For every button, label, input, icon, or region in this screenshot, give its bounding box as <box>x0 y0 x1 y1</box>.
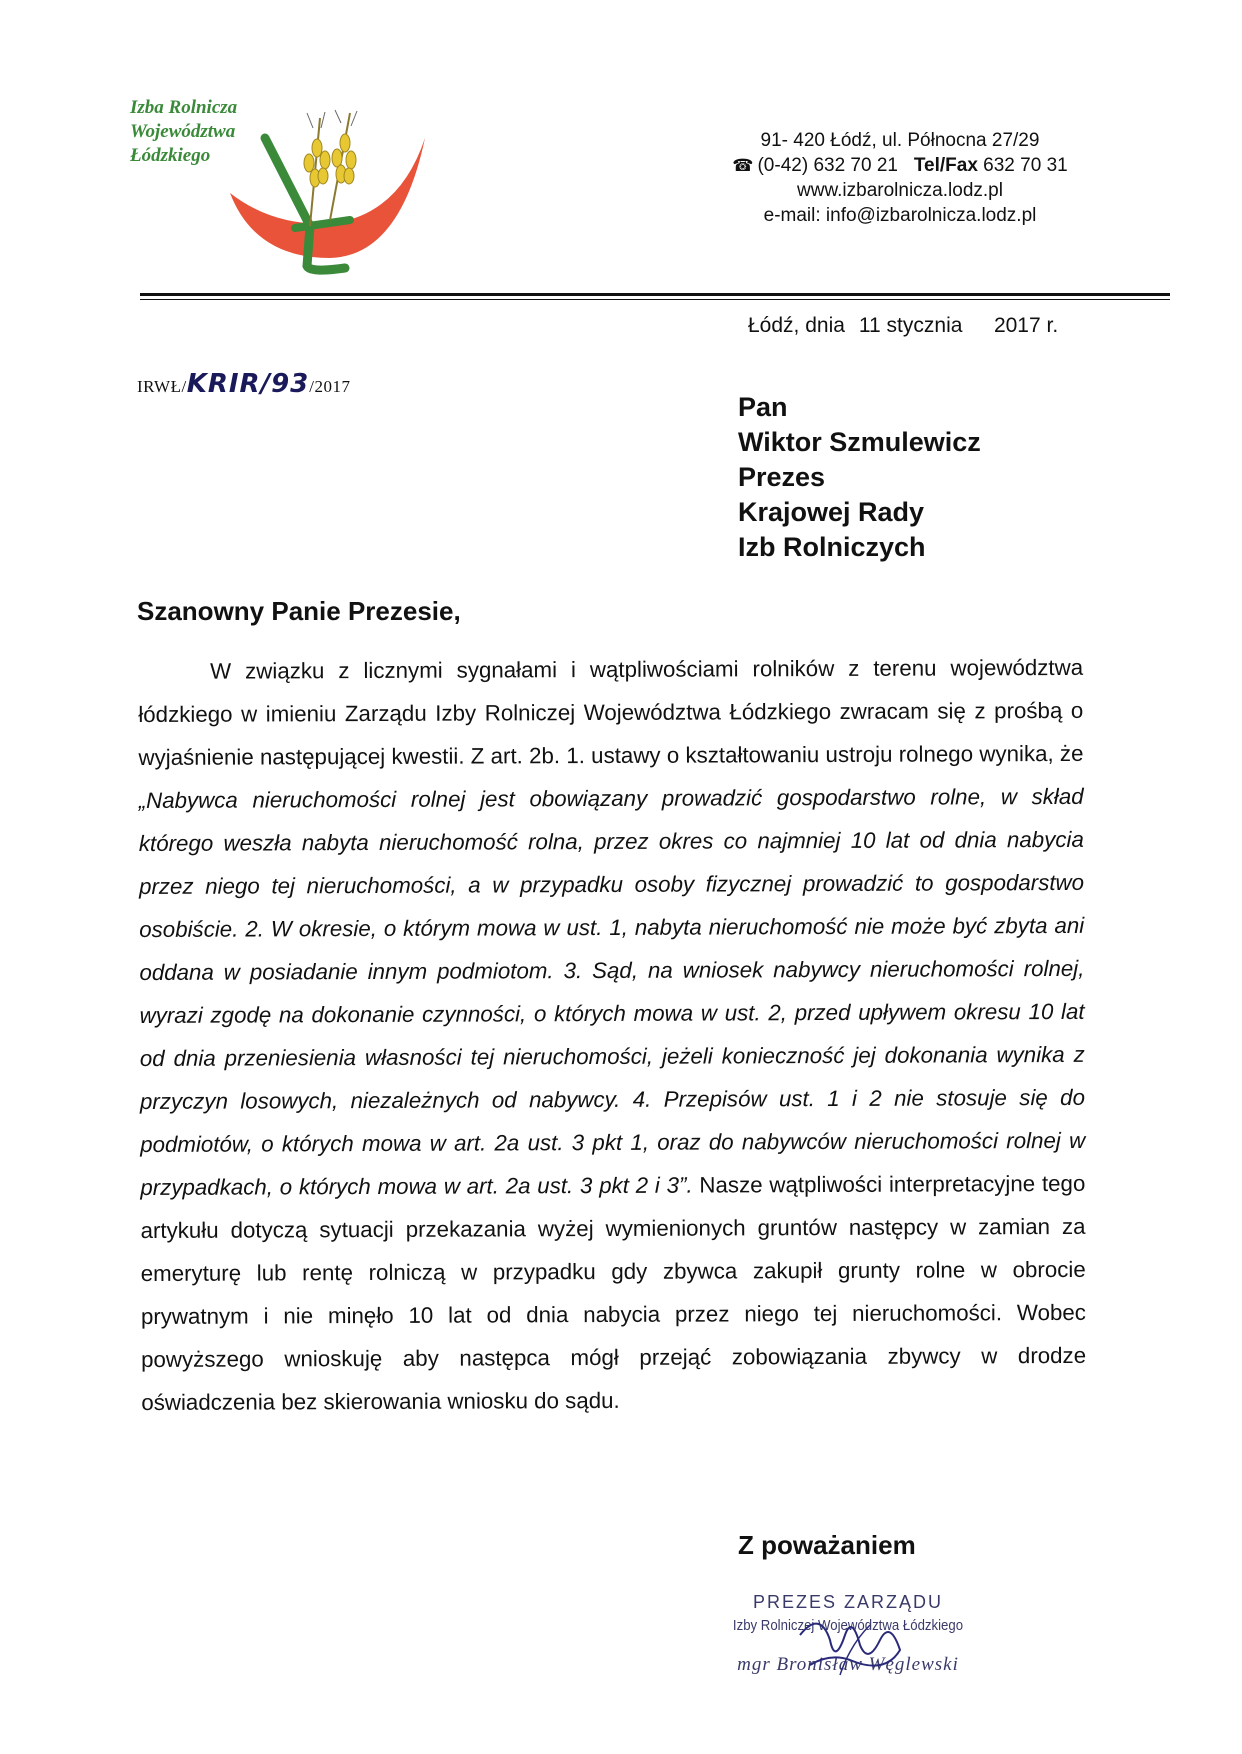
date-place: Łódź, dnia <box>748 314 845 337</box>
org-name-line: Łódzkiego <box>130 145 211 166</box>
date-day-month: 11 stycznia <box>858 314 963 337</box>
stamp-title: PREZES ZARZĄDU <box>752 1592 944 1612</box>
letter-date <box>748 314 1072 338</box>
recipient-line: Prezes <box>738 462 826 492</box>
stamp-org: Izby Rolniczej Województwa Łódzkiego <box>732 1617 964 1634</box>
date-year: 2017 r. <box>993 314 1059 337</box>
address: 91- 420 Łódź, ul. Północna 27/29 <box>760 130 1040 151</box>
header-divider <box>140 293 1170 296</box>
logo-wheat-icon <box>225 108 430 278</box>
header-divider-thin <box>140 299 1170 300</box>
phone-number: (0-42) 632 70 21 <box>757 155 898 176</box>
recipient-line: Wiktor Szmulewicz <box>738 427 981 457</box>
reference-handwritten: KRIR/93 <box>186 369 310 399</box>
body-rest: Nasze wątpliwości interpretacyjne tego artykułu dotyczą sytuacji przekazania wyżej wymienionych gruntów następcy w zamian za emeryturę lub rentę rolniczą w przypadku gdy zbywca zakupił grunty rolne w obrocie prywatnym i nie minęło 10 lat od dnia nabycia przez niego tej nieruchomości. Wobec powyższego wnioskuję aby następca mógł przejąć zobowiązania zbywcy w drodze oświadczenia bez skierowania wniosku do sądu. <box>140 1170 1087 1415</box>
reference-number <box>137 369 351 399</box>
stamp-name: mgr Bronisław Węglewski <box>737 1654 959 1675</box>
recipient-line: Izb Rolniczych <box>738 532 926 562</box>
telfax-label: Tel/Fax <box>913 155 978 176</box>
signature-icon <box>790 1605 920 1685</box>
telfax-number: 632 70 31 <box>983 155 1068 176</box>
recipient-block <box>738 390 981 565</box>
closing: Z poważaniem <box>738 1530 916 1560</box>
body-quote: „Nabywca nieruchomości rolnej jest obowiązany prowadzić gospodarstwo rolne, w skład którego weszła nabyta nieruchomość rolna, przez okres co najmniej 10 lat od dnia nabycia przez niego tej nieruchomości, a w przypadku osoby fizycznej prowadzić to gospodarstwo osobiście. 2. W okresie, o którym mowa w ust. 1, nabyta nieruchomość nie może być zbyta ani oddana w posiadanie innym podmiotom. 3. Sąd, na wniosek nabywcy nieruchomości rolnej, wyrazi zgodę na dokonanie czynności, o których mowa w ust. 2, przed upływem okresu 10 lat od dnia przeniesienia własności tej nieruchomości, jeżeli konieczność jej dokonania wynika z przyczyn losowych, niezależnych od nabywcy. 4. Przepisów ust. 1 i 2 nie stosuje się do podmiotów, o których mowa w art. 2a ust. 3 pkt 1, oraz do nabywców nieruchomości rolnej w przypadkach, o których mowa w art. 2a ust. 3 pkt 2 i 3”. <box>138 783 1086 1200</box>
reference-suffix: /2017 <box>309 377 351 396</box>
contact-block <box>690 128 1110 228</box>
recipient-line: Krajowej Rady <box>738 497 925 527</box>
reference-prefix: IRWŁ/ <box>137 377 187 396</box>
recipient-line: Pan <box>738 392 788 422</box>
org-name-line: Województwa <box>130 121 236 142</box>
salutation: Szanowny Panie Prezesie, <box>137 596 461 626</box>
email-link[interactable]: e-mail: info@izbarolnicza.lodz.pl <box>763 205 1037 226</box>
body-intro: W związku z licznymi sygnałami i wątpliwościami rolników z terenu województwa łódzkiego w imieniu Zarządu Izby Rolniczej Województwa Łódzkiego zwracam się z prośbą o wyjaśnienie następującej kwestii. Z art. 2b. 1. ustawy o kształtowaniu ustroju rolnego wynika, że <box>138 654 1084 770</box>
phone-row <box>690 153 1110 178</box>
website-link[interactable]: www.izbarolnicza.lodz.pl <box>797 180 1003 201</box>
letter-body <box>138 646 1086 1424</box>
phone-icon: ☎ <box>732 156 754 175</box>
org-name-line: Izba Rolnicza <box>130 97 238 118</box>
